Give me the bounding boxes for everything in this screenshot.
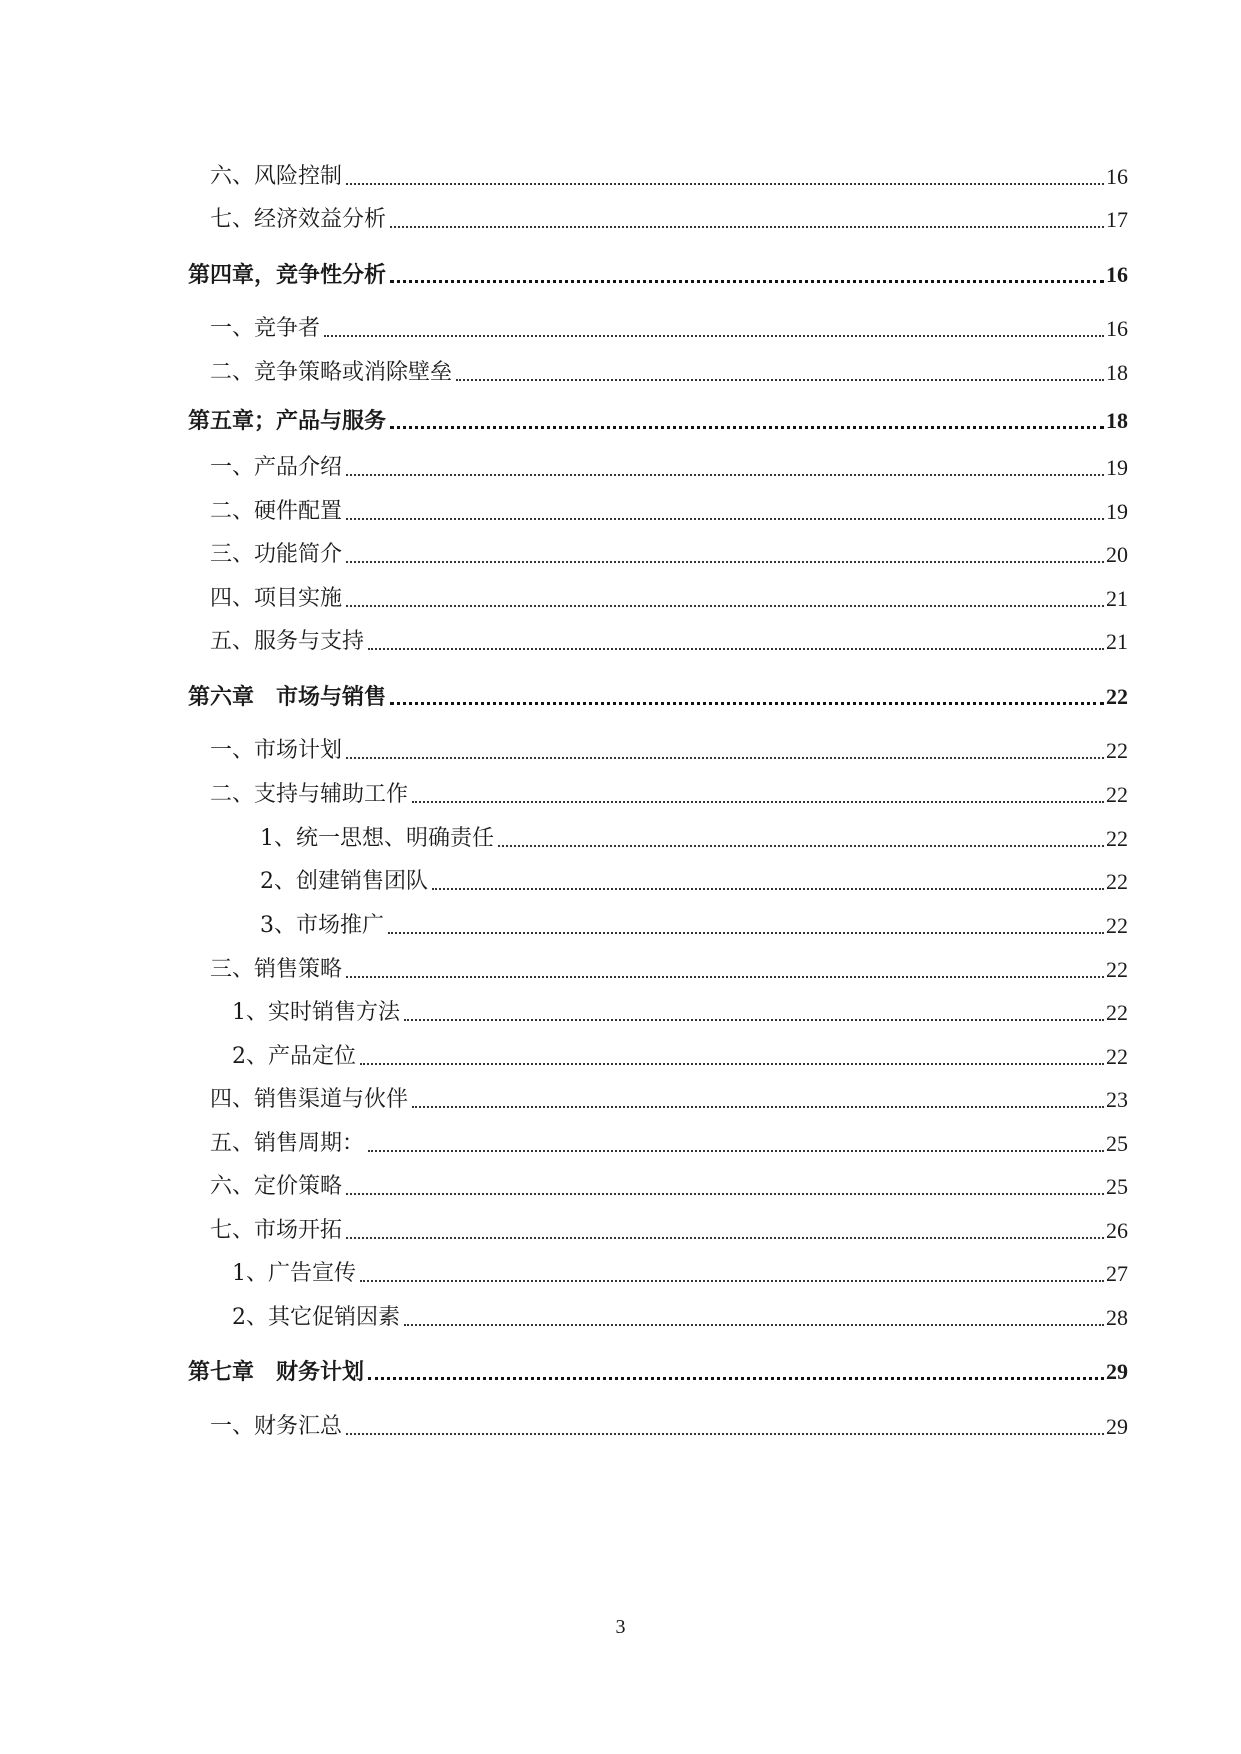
toc-entry-label: 一、产品介绍 xyxy=(210,455,343,480)
toc-entry[interactable] xyxy=(188,200,1128,234)
toc-chapter-label: 第五章；产品与服务 xyxy=(188,408,387,434)
toc-chapter-entry[interactable] xyxy=(188,677,1128,711)
toc-entry-label: 二、支持与辅助工作 xyxy=(210,782,409,807)
toc-entry-label: 2、其它促销因素 xyxy=(232,1305,400,1330)
toc-entry-page: 22 xyxy=(1106,913,1128,938)
dot-leader xyxy=(368,1150,1104,1152)
toc-entry-page: 22 xyxy=(1106,782,1128,807)
toc-entry-page: 23 xyxy=(1106,1087,1128,1112)
toc-entry-page: 22 xyxy=(1106,957,1128,982)
toc-entry-page: 20 xyxy=(1106,542,1128,567)
dot-leader xyxy=(390,280,1104,283)
dot-leader xyxy=(346,605,1104,607)
toc-entry-label: 五、销售周期： xyxy=(210,1131,365,1156)
toc-entry-page: 22 xyxy=(1106,738,1128,763)
toc-entry-label: 一、市场计划 xyxy=(210,738,343,763)
toc-entry-label: 1、统一思想、明确责任 xyxy=(260,826,494,851)
toc-entry[interactable] xyxy=(188,579,1128,613)
toc-entry-page: 16 xyxy=(1106,164,1128,189)
toc-entry-page: 28 xyxy=(1106,1305,1128,1330)
dot-leader xyxy=(390,702,1104,705)
dot-leader xyxy=(390,426,1104,429)
toc-entry-label: 三、销售策略 xyxy=(210,957,343,982)
dot-leader xyxy=(360,1280,1104,1282)
toc-entry-page: 17 xyxy=(1106,207,1128,232)
dot-leader xyxy=(346,976,1104,978)
toc-entry-page: 22 xyxy=(1106,1000,1128,1025)
toc-entry-page: 19 xyxy=(1106,455,1128,480)
dot-leader xyxy=(456,379,1104,381)
toc-chapter-entry[interactable] xyxy=(188,401,1128,435)
toc-entry-label: 三、功能简介 xyxy=(210,542,343,567)
toc-entry[interactable] xyxy=(188,906,1128,940)
toc-entry-label: 1、广告宣传 xyxy=(232,1261,356,1286)
toc-entry[interactable] xyxy=(188,731,1128,765)
toc-entry-page: 27 xyxy=(1106,1261,1128,1286)
toc-entry-label: 3、市场推广 xyxy=(260,913,384,938)
toc-entry[interactable] xyxy=(188,862,1128,896)
dot-leader xyxy=(404,1019,1104,1021)
toc-entry-page: 21 xyxy=(1106,629,1128,654)
toc-entry-page: 22 xyxy=(1106,1044,1128,1069)
toc-entry-label: 六、定价策略 xyxy=(210,1174,343,1199)
dot-leader xyxy=(346,183,1104,185)
toc-entry-label: 二、竞争策略或消除壁垒 xyxy=(210,360,453,385)
toc-entry[interactable] xyxy=(188,1167,1128,1201)
toc-entry[interactable] xyxy=(188,1037,1128,1071)
dot-leader xyxy=(346,1433,1104,1435)
toc-entry[interactable] xyxy=(188,950,1128,984)
toc-entry-page: 16 xyxy=(1106,316,1128,341)
toc-entry[interactable] xyxy=(188,993,1128,1027)
dot-leader xyxy=(388,932,1104,934)
toc-entry-page: 22 xyxy=(1106,826,1128,851)
toc-entry-page: 22 xyxy=(1106,869,1128,894)
toc-entry-label: 四、项目实施 xyxy=(210,586,343,611)
toc-entry-page: 29 xyxy=(1106,1414,1128,1439)
toc-entry[interactable] xyxy=(188,535,1128,569)
dot-leader xyxy=(412,1106,1104,1108)
toc-entry-label: 一、竞争者 xyxy=(210,316,321,341)
toc-entry-page: 25 xyxy=(1106,1174,1128,1199)
toc-chapter-label: 第六章 市场与销售 xyxy=(188,684,387,710)
toc-entry-label: 1、实时销售方法 xyxy=(232,1000,400,1025)
dot-leader xyxy=(360,1063,1104,1065)
toc-chapter-label: 第七章 财务计划 xyxy=(188,1359,365,1385)
toc-entry[interactable] xyxy=(188,1298,1128,1332)
toc-entry[interactable] xyxy=(188,1124,1128,1158)
toc-entry[interactable] xyxy=(188,1211,1128,1245)
dot-leader xyxy=(404,1324,1104,1326)
toc-entry-page: 16 xyxy=(1106,262,1128,287)
toc-entry-page: 26 xyxy=(1106,1218,1128,1243)
dot-leader xyxy=(432,888,1104,890)
toc-entry-label: 四、销售渠道与伙伴 xyxy=(210,1087,409,1112)
dot-leader xyxy=(368,1377,1104,1380)
toc-entry[interactable] xyxy=(188,448,1128,482)
toc-entry-label: 五、服务与支持 xyxy=(210,629,365,654)
dot-leader xyxy=(390,226,1104,228)
toc-entry-page: 29 xyxy=(1106,1359,1128,1384)
toc-entry-page: 22 xyxy=(1106,684,1128,709)
dot-leader xyxy=(346,561,1104,563)
toc-entry-page: 18 xyxy=(1106,408,1128,433)
toc-entry-page: 19 xyxy=(1106,499,1128,524)
toc-entry[interactable] xyxy=(188,492,1128,526)
toc-entry-page: 25 xyxy=(1106,1131,1128,1156)
toc-entry[interactable] xyxy=(188,775,1128,809)
toc-entry[interactable] xyxy=(188,353,1128,387)
toc-entry-label: 二、硬件配置 xyxy=(210,499,343,524)
toc-entry[interactable] xyxy=(188,819,1128,853)
toc-entry-label: 2、产品定位 xyxy=(232,1044,356,1069)
toc-entry-page: 21 xyxy=(1106,586,1128,611)
toc-entry-label: 七、经济效益分析 xyxy=(210,207,387,232)
dot-leader xyxy=(346,757,1104,759)
toc-entry-label: 一、财务汇总 xyxy=(210,1414,343,1439)
dot-leader xyxy=(324,335,1104,337)
toc-entry[interactable] xyxy=(188,1407,1128,1441)
toc-entry-label: 2、创建销售团队 xyxy=(260,869,428,894)
dot-leader xyxy=(412,801,1104,803)
dot-leader xyxy=(346,518,1104,520)
dot-leader xyxy=(346,1193,1104,1195)
toc-entry-page: 18 xyxy=(1106,360,1128,385)
toc-entry[interactable] xyxy=(188,309,1128,343)
dot-leader xyxy=(368,648,1104,650)
toc-chapter-entry[interactable] xyxy=(188,1352,1128,1386)
toc-entry[interactable] xyxy=(188,1254,1128,1288)
toc-chapter-label: 第四章，竞争性分析 xyxy=(188,262,387,288)
page-number: 3 xyxy=(615,1616,626,1638)
toc-chapter-entry[interactable] xyxy=(188,255,1128,289)
toc-entry[interactable] xyxy=(188,1080,1128,1114)
toc-entry[interactable] xyxy=(188,157,1128,191)
toc-entry-label: 六、风险控制 xyxy=(210,164,343,189)
toc-entry[interactable] xyxy=(188,622,1128,656)
dot-leader xyxy=(346,474,1104,476)
dot-leader xyxy=(346,1237,1104,1239)
dot-leader xyxy=(498,845,1104,847)
toc-entry-label: 七、市场开拓 xyxy=(210,1218,343,1243)
